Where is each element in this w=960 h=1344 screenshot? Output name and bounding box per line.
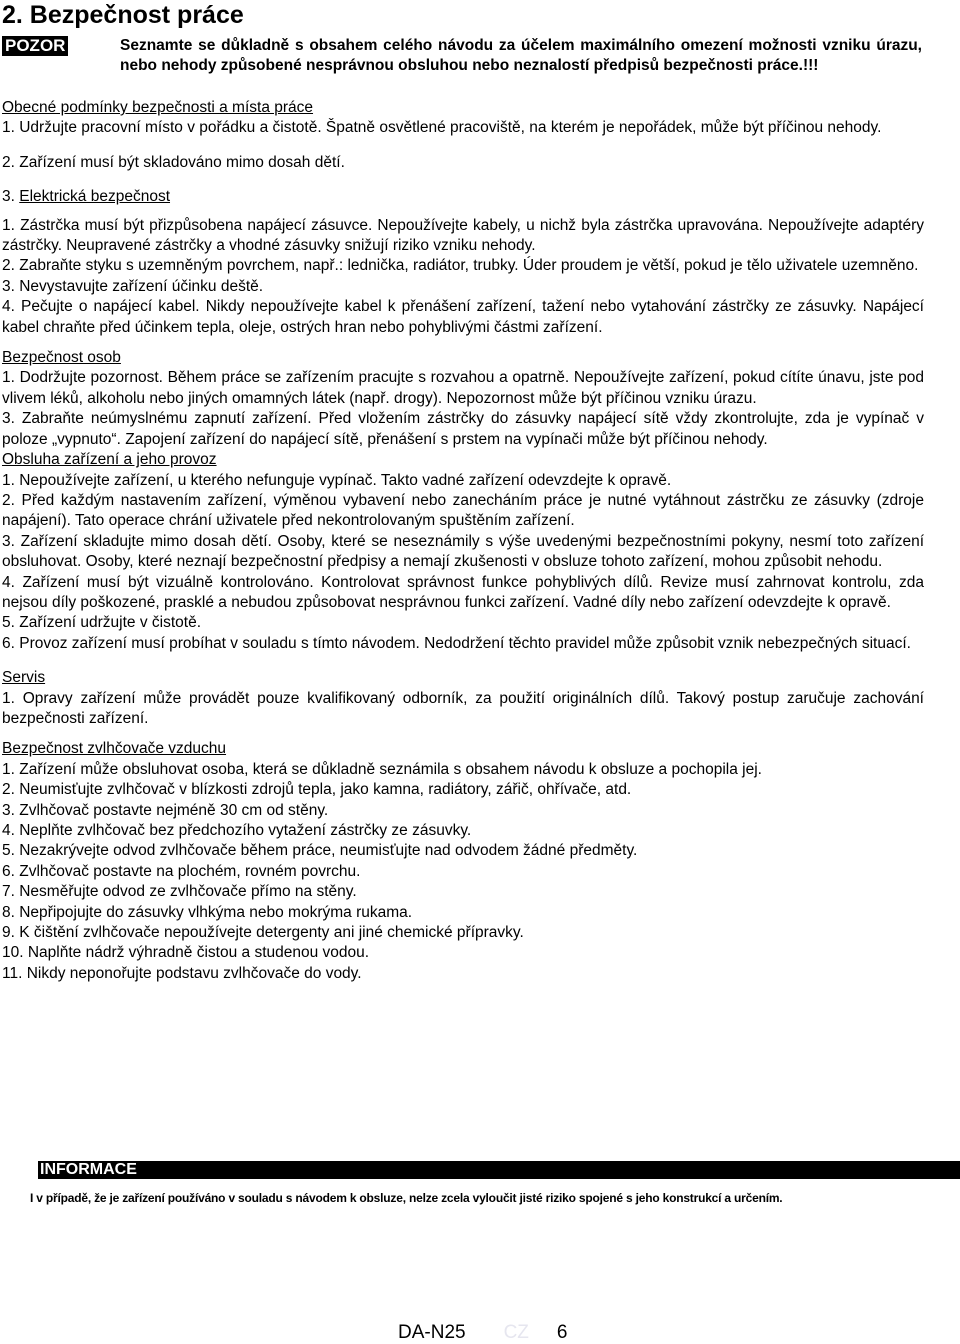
subsection-heading-text: Bezpečnost osob	[2, 349, 121, 367]
list-item: 2. Zabraňte styku s uzemněným povrchem, např.: lednička, radiátor, trubky. Úder proudem je větší, pokud je tělo uživatele uzemněno.	[2, 257, 919, 275]
warning-text: Seznamte se důkladně s obsahem celého návodu za účelem maximálního omezení možnosti vzniku úrazu, nebo nehody způsobené nesprávnou obsluhou nebo neznalostí předpisů bezpečnosti práce.!!!	[120, 37, 922, 74]
list-item: 3. Zabraňte neúmyslnému zapnutí zařízení. Před vložením zástrčky do zásuvky napájecí sítě vždy zkontrolujte, zda je vypínač v poloze „vypnuto“. Zapojení zařízení do napájecí sítě, přenášení s prstem na vypínači může být příčinou nehody.	[2, 410, 924, 448]
list-item: 9. K čištění zvlhčovače nepoužívejte detergenty ani jiné chemické přípravky.	[2, 924, 524, 942]
list-item: 6. Zvlhčovač postavte na plochém, rovném povrchu.	[2, 862, 361, 880]
list-item: 2. Zařízení musí být skladováno mimo dosah dětí.	[2, 153, 345, 171]
info-block	[38, 1161, 960, 1179]
list-item: 10. Naplňte nádrž výhradně čistou a studenou vodou.	[2, 944, 370, 962]
footer-model: DA-N25	[398, 1322, 466, 1343]
list-item-underlined: Elektrická bezpečnost	[19, 188, 171, 206]
list-item: 4. Zařízení musí být vizuálně kontrolováno. Kontrolovat správnost funkce pohyblivých dílů. Revize musí zahrnovat kontrolu, zda nejsou díly poškozené, prasklé a nebudou způsobovat nesprávnou funkci zařízení. Vadné díly nebo zařízení odevzdejte k opravě.	[2, 573, 924, 611]
subsection-heading	[2, 739, 924, 759]
footer-page-number: 6	[556, 1322, 568, 1343]
subsection-heading-text: Obecné podmínky bezpečnosti a místa práce	[2, 99, 314, 116]
list-item: 1. Dodržujte pozornost. Během práce se zařízením pracujte s rozvahou a opatrně. Nepoužívejte zařízení, pokud cítíte únavu, jste pod vlivem léků, alkoholu nebo jiných omamných látek (např. drogy). Nepozornost může být příčinou vzniku úrazu.	[2, 369, 924, 407]
list-item: 1. Udržujte pracovní místo v pořádku a čistotě. Špatně osvětlené pracoviště, na kterém je nepořádek, může být příčinou nehody.	[2, 119, 882, 137]
list-item: 1. Zástrčka musí být přizpůsobena napájecí zásuvce. Nepoužívejte kabely, u nichž byla zástrčka upravována. Nepoužívejte adaptéry zástrčky. Neupravené zástrčky a vhodné zásuvky snižují riziko vzniku nehody.	[2, 216, 924, 255]
footer-language: CZ	[503, 1322, 529, 1343]
list-item: 5. Nezakrývejte odvod zvlhčovače během práce, neumisťujte nad odvodem žádné předměty.	[2, 842, 638, 860]
list-item: 3. Zvlhčovač postavte nejméně 30 cm od stěny.	[2, 801, 329, 819]
list-item: 11. Nikdy neponořujte podstavu zvlhčovače do vody.	[2, 964, 362, 982]
list-item: 5. Zařízení udržujte v čistotě.	[2, 614, 202, 632]
list-item-number: 3.	[2, 188, 20, 206]
subsection-heading	[2, 450, 924, 470]
list-item: 1. Opravy zařízení může provádět pouze kvalifikovaný odborník, za použití originálních dílů. Takový postup zaručuje zachování bezpečnosti zařízení.	[2, 689, 924, 727]
info-badge: INFORMACE	[38, 1161, 960, 1179]
warning-block	[2, 36, 922, 76]
list-item: 7. Nesměřujte odvod ze zvlhčovače přímo na stěny.	[2, 883, 357, 901]
subsection-heading-text: Bezpečnost zvlhčovače vzduchu	[2, 740, 227, 758]
list-item: 1. Zařízení může obsluhovat osoba, která se důkladně seznámila s obsahem návodu k obsluze a pochopila jej.	[2, 760, 762, 778]
list-item: 8. Nepřipojujte do zásuvky vlhkýma nebo mokrýma rukama.	[2, 903, 413, 921]
list-item: 4. Neplňte zvlhčovač bez předchozího vytažení zástrčky ze zásuvky.	[2, 822, 472, 839]
subsection-heading-text: Servis	[2, 669, 46, 687]
section-heading: 2. Bezpečnost práce	[2, 1, 244, 29]
list-item: 3. Zařízení skladujte mimo dosah dětí. Osoby, které se neseznámily s výše uvedenými bezpečnostními pokyny, nesmí toto zařízení obsluhovat. Osoby, které neznají bezpečnostní předpisy a nemají zkušenosti v obsluze tohoto zařízení, mohou způsobit nehodu.	[2, 532, 924, 571]
list-item: 2. Před každým nastavením zařízení, výměnou vybavení nebo zanecháním práce je nutné vytáhnout zástrčku ze zásuvky (zdroje napájení). Tato operace chrání uživatele před nekontrolovaným spuštěním zařízení.	[2, 491, 924, 530]
list-item: 6. Provoz zařízení musí probíhat v souladu s tímto návodem. Nedodržení těchto pravidel může způsobit vznik nebezpečných situací.	[2, 634, 911, 652]
subsection-heading	[2, 348, 924, 368]
page-footer	[398, 1322, 567, 1344]
list-item: 2. Neumisťujte zvlhčovač v blízkosti zdrojů tepla, jako kamna, radiátory, zářič, ohřívače, atd.	[2, 781, 632, 799]
subsection-heading-text: Obsluha zařízení a jeho provoz	[2, 451, 217, 469]
subsection-heading	[2, 668, 924, 688]
list-item: 4. Pečujte o napájecí kabel. Nikdy nepoužívejte kabel k přenášení zařízení, tažení nebo vytahování zástrčky ze zásuvky. Napájecí kabel chraňte před účinkem tepla, oleje, ostrých hran nebo pohyblivými částmi zařízení.	[2, 298, 924, 336]
info-text: I v případě, že je zařízení používáno v souladu s návodem k obsluze, nelze zcela vyloučit jisté riziko spojené s jeho konstrukcí a určením.	[30, 1191, 783, 1205]
warning-badge: POZOR	[2, 36, 68, 56]
list-item: 1. Nepoužívejte zařízení, u kterého nefunguje vypínač. Takto vadné zařízení odevzdejte k opravě.	[2, 471, 672, 489]
list-item: 3. Nevystavujte zařízení účinku deště.	[2, 277, 264, 295]
subsection-heading	[2, 98, 924, 118]
document-body	[2, 98, 924, 984]
list-item	[2, 187, 924, 207]
